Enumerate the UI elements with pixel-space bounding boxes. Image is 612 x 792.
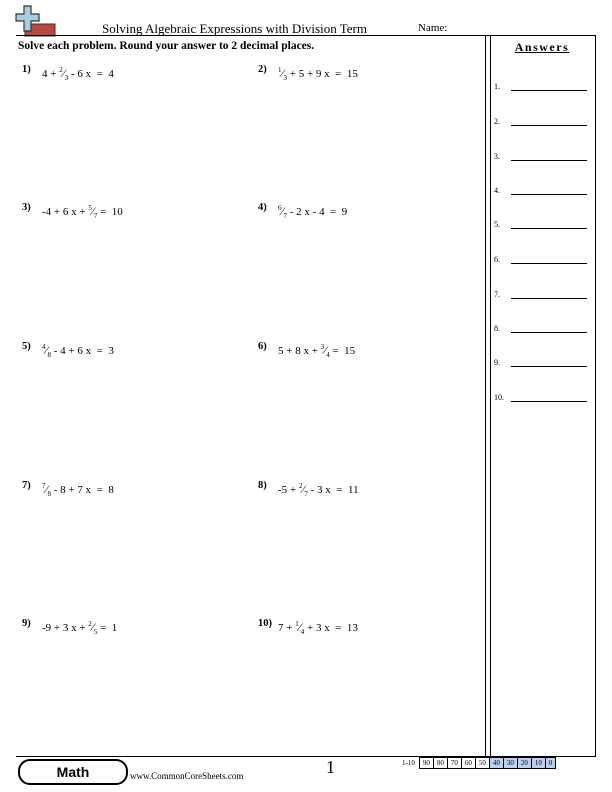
expression-prefix: 4 + xyxy=(42,68,57,80)
expression-prefix: -5 + xyxy=(278,484,297,496)
problem-number: 3) xyxy=(22,202,31,213)
answer-blank[interactable] xyxy=(511,263,587,264)
fraction-denominator: 5 xyxy=(93,628,98,636)
answer-number: 6. xyxy=(494,255,500,264)
fraction-numerator: 1 xyxy=(295,620,299,628)
fraction-slash: ⁄ xyxy=(302,482,305,496)
answer-number: 10. xyxy=(494,393,504,402)
website-link[interactable]: www.CommonCoreSheets.com xyxy=(130,771,244,781)
answer-blank[interactable] xyxy=(511,401,587,402)
answer-number: 3. xyxy=(494,152,500,161)
expression-suffix: = 10 xyxy=(100,206,123,218)
problem-expression xyxy=(42,66,114,82)
problem-number: 8) xyxy=(258,480,267,491)
fraction-numerator: 2 xyxy=(88,620,92,628)
problem-expression xyxy=(278,482,359,498)
score-label: 1-10 xyxy=(402,759,415,767)
fraction-denominator: 7 xyxy=(304,490,308,498)
answer-number: 5. xyxy=(494,220,500,229)
fraction-slash: ⁄ xyxy=(45,343,48,357)
score-table xyxy=(399,757,556,769)
score-cell: 70 xyxy=(447,758,461,769)
expression-prefix: -9 + 3 x + xyxy=(42,622,86,634)
problem-expression xyxy=(42,620,117,636)
answer-number: 4. xyxy=(494,186,500,195)
instructions: Solve each problem. Round your answer to 2 decimal places. xyxy=(18,40,315,52)
score-cell: 50 xyxy=(475,758,489,769)
math-badge: Math xyxy=(18,759,128,785)
expression-prefix: 5 + 8 x + xyxy=(278,345,318,357)
fraction-slash: ⁄ xyxy=(45,482,48,496)
expression-suffix: - 4 + 6 x = 3 xyxy=(53,345,114,357)
score-cell: 30 xyxy=(503,758,517,769)
problem-expression xyxy=(42,343,114,359)
expression-suffix: + 3 x = 13 xyxy=(306,622,358,634)
header-rule xyxy=(16,35,596,36)
answer-blank[interactable] xyxy=(511,125,587,126)
fraction-denominator: 3 xyxy=(64,74,69,82)
fraction-numerator: 4 xyxy=(42,343,46,351)
problem-expression xyxy=(278,343,355,359)
answer-number: 9. xyxy=(494,358,500,367)
expression-suffix: - 6 x = 4 xyxy=(70,68,114,80)
page-number: 1 xyxy=(326,757,335,777)
problem-expression xyxy=(278,204,347,220)
answers-title: Answers xyxy=(514,40,570,54)
expression-suffix: - 3 x = 11 xyxy=(310,484,359,496)
fraction-slash: ⁄ xyxy=(324,343,327,357)
name-label: Name: xyxy=(418,22,448,34)
problem-number: 4) xyxy=(258,202,267,213)
answer-number: 8. xyxy=(494,324,500,333)
score-cell: 40 xyxy=(489,758,503,769)
fraction-numerator: 2 xyxy=(59,66,63,74)
answer-row xyxy=(494,389,594,403)
expression-suffix: - 2 x - 4 = 9 xyxy=(289,206,348,218)
right-border xyxy=(595,36,596,756)
problem-number: 10) xyxy=(258,618,272,629)
answer-number: 7. xyxy=(494,290,500,299)
answer-row xyxy=(494,354,594,368)
answer-blank[interactable] xyxy=(511,90,587,91)
fraction-numerator: 7 xyxy=(42,482,46,490)
problem-expression xyxy=(278,66,358,82)
answer-blank[interactable] xyxy=(511,332,587,333)
problem-number: 9) xyxy=(22,618,31,629)
fraction-slash: ⁄ xyxy=(91,204,94,218)
fraction-numerator: 5 xyxy=(88,204,92,212)
problem-expression xyxy=(42,482,114,498)
fraction-denominator: 8 xyxy=(47,490,52,498)
answer-row xyxy=(494,320,594,334)
answer-row xyxy=(494,286,594,300)
score-cell: 0 xyxy=(545,758,556,769)
fraction-denominator: 4 xyxy=(300,628,305,636)
fraction-denominator: 7 xyxy=(283,212,288,220)
fraction-denominator: 8 xyxy=(47,351,52,359)
answer-row xyxy=(494,182,594,196)
answer-blank[interactable] xyxy=(511,366,587,367)
problem-number: 5) xyxy=(22,341,31,352)
answer-blank[interactable] xyxy=(511,194,587,195)
expression-suffix: + 5 + 9 x = 15 xyxy=(289,68,358,80)
expression-suffix: = 1 xyxy=(100,622,118,634)
page-title: Solving Algebraic Expressions with Division Term xyxy=(102,21,367,36)
expression-suffix: = 15 xyxy=(332,345,356,357)
fraction-slash: ⁄ xyxy=(91,620,94,634)
problem-number: 7) xyxy=(22,480,31,491)
problem-expression xyxy=(42,204,123,220)
expression-suffix: - 8 + 7 x = 8 xyxy=(53,484,114,496)
answer-row xyxy=(494,78,594,92)
answer-blank[interactable] xyxy=(511,298,587,299)
answer-row xyxy=(494,113,594,127)
score-cell: 90 xyxy=(419,758,433,769)
fraction-denominator: 4 xyxy=(326,351,330,359)
problem-number: 2) xyxy=(258,64,267,75)
fraction-slash: ⁄ xyxy=(281,66,284,80)
answer-row xyxy=(494,216,594,230)
fraction-denominator: 7 xyxy=(93,212,98,220)
score-row xyxy=(399,758,556,769)
fraction-numerator: 3 xyxy=(320,343,325,351)
score-cell: 80 xyxy=(433,758,447,769)
answer-row xyxy=(494,148,594,162)
answer-row xyxy=(494,251,594,265)
fraction-slash: ⁄ xyxy=(298,620,301,634)
score-cell: 10 xyxy=(531,758,545,769)
problem-expression xyxy=(278,620,358,636)
answer-number: 1. xyxy=(494,82,500,91)
score-cell: 20 xyxy=(517,758,531,769)
answer-column-divider xyxy=(485,36,491,756)
problem-number: 1) xyxy=(22,64,31,75)
problem-number: 6) xyxy=(258,341,267,352)
fraction-denominator: 3 xyxy=(283,74,288,82)
fraction-numerator: 2 xyxy=(298,482,303,490)
answer-blank[interactable] xyxy=(511,228,587,229)
fraction-numerator: 1 xyxy=(278,66,282,74)
expression-prefix: -4 + 6 x + xyxy=(42,206,86,218)
fraction-slash: ⁄ xyxy=(62,66,65,80)
expression-prefix: 7 + xyxy=(278,622,293,634)
fraction-numerator: 6 xyxy=(278,204,282,212)
score-cell: 60 xyxy=(461,758,475,769)
plus-logo-icon xyxy=(14,4,56,38)
answer-blank[interactable] xyxy=(511,160,587,161)
answer-number: 2. xyxy=(494,117,500,126)
fraction-slash: ⁄ xyxy=(281,204,284,218)
